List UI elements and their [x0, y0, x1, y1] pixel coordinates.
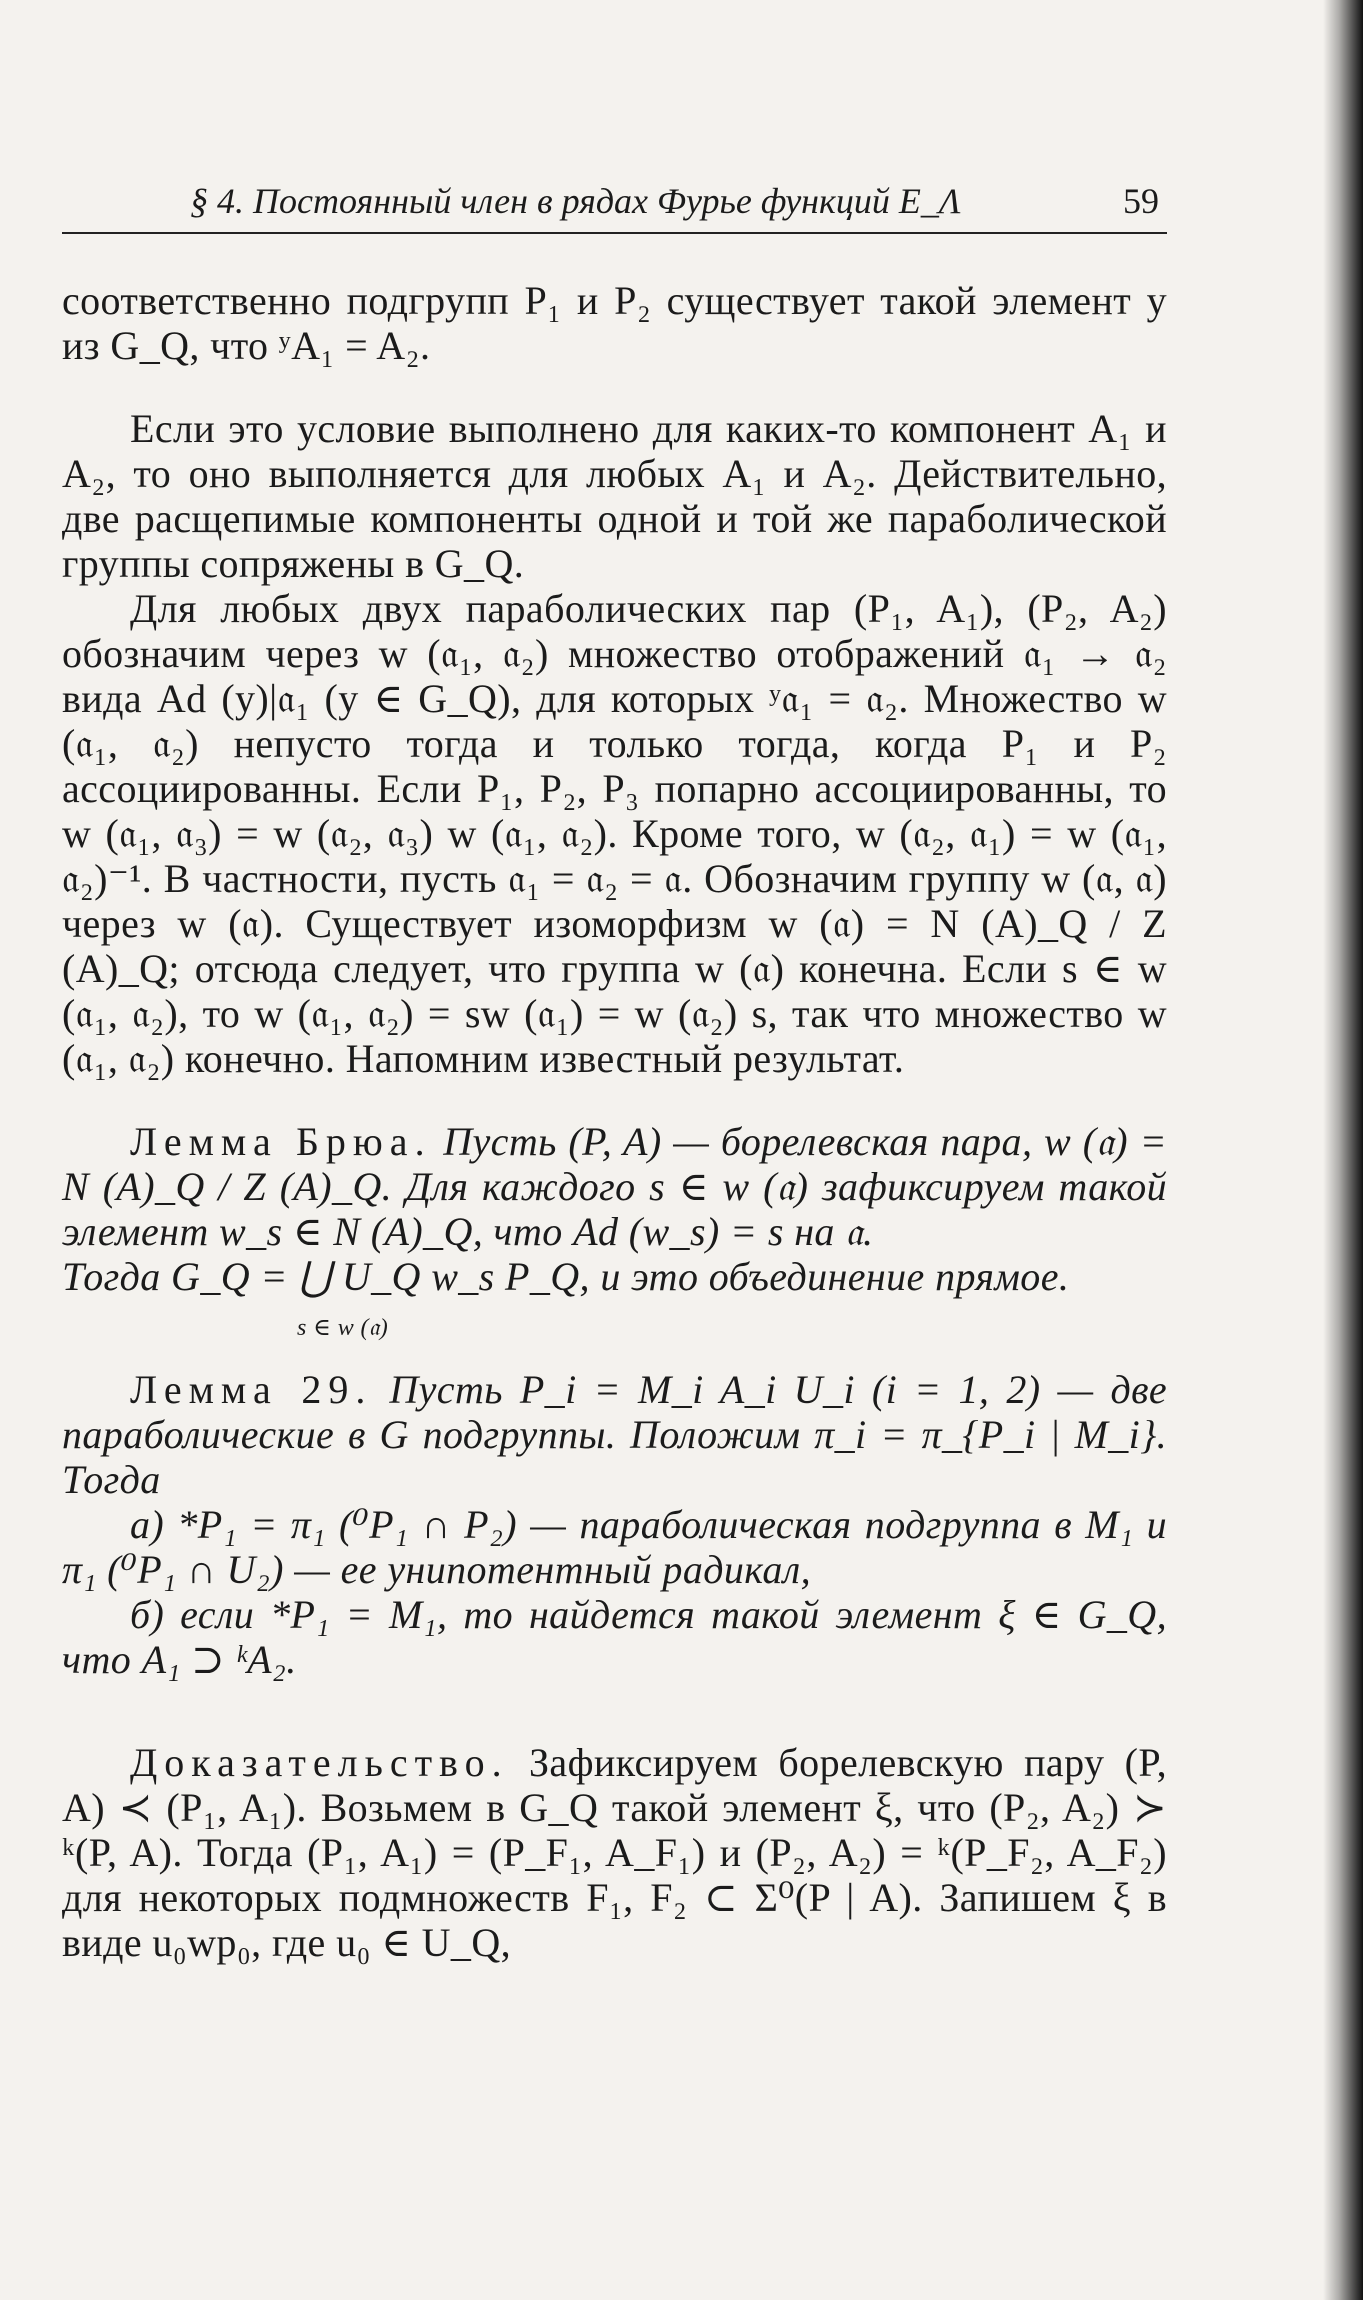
lemma-29-item-b: б) если *P₁ = M₁, то найдется такой элемент ξ ∈ G_Q, что A₁ ⊃ ᵏA₂.	[62, 1592, 1167, 1682]
page-edge-shadow	[1323, 0, 1363, 2300]
lemma-29-intro: Пусть P_i = M_i A_i U_i (i = 1, 2) — две параболические в G подгруппы. Положим π_i = π_{P_i | M_i}. Тогда	[62, 1367, 1167, 1502]
page-number: 59	[1123, 181, 1159, 221]
lemma-brua	[62, 1119, 1167, 1254]
lemma-29-item-a: а) *P₁ = π₁ (⁰P₁ ∩ P₂) — параболическая подгруппа в M₁ и π₁ (⁰P₁ ∩ U₂) — ее унипотентный радикал,	[62, 1502, 1167, 1592]
book-page	[62, 180, 1167, 1965]
paragraph-3: Для любых двух параболических пар (P₁, A₁), (P₂, A₂) обозначим через w (𝔞₁, 𝔞₂) множество отображений 𝔞₁ → 𝔞₂ вида Ad (y)|𝔞₁ (y ∈ G_Q), для которых ʸ𝔞₁ = 𝔞₂. Множество w (𝔞₁, 𝔞₂) непусто тогда и только тогда, когда P₁ и P₂ ассоциированны. Если P₁, P₂, P₃ попарно ассоциированны, то w (𝔞₁, 𝔞₃) = w (𝔞₂, 𝔞₃) w (𝔞₁, 𝔞₂). Кроме того, w (𝔞₂, 𝔞₁) = w (𝔞₁, 𝔞₂)⁻¹. В частности, пусть 𝔞₁ = 𝔞₂ = 𝔞. Обозначим группу w (𝔞, 𝔞) через w (𝔞). Существует изоморфизм w (𝔞) = N (A)_Q / Z (A)_Q; отсюда следует, что группа w (𝔞) конечна. Если s ∈ w (𝔞₁, 𝔞₂), то w (𝔞₁, 𝔞₂) = sw (𝔞₁) = w (𝔞₂) s, так что множество w (𝔞₁, 𝔞₂) конечно. Напомним известный результат.	[62, 586, 1167, 1081]
lemma-brua-label: Лемма Брюа.	[130, 1119, 432, 1164]
proof-label: Доказательство.	[130, 1740, 509, 1785]
running-header	[62, 180, 1167, 234]
paragraph-2: Если это условие выполнено для каких-то компонент A₁ и A₂, то оно выполняется для любых A₁ и A₂. Действительно, две расщепимые компоненты одной и той же параболической группы сопряжены в G_Q.	[62, 406, 1167, 586]
lemma-29-label: Лемма 29.	[130, 1367, 373, 1412]
lemma-29	[62, 1367, 1167, 1502]
header-title: § 4. Постоянный член в рядах Фурье функций E_Λ	[190, 181, 961, 221]
lemma-brua-formula-line	[62, 1254, 1167, 1341]
proof-text: Зафиксируем борелевскую пару (P, A) ≺ (P₁, A₁). Возьмем в G_Q такой элемент ξ, что (P₂, A₂) ≻ ᵏ(P, A). Тогда (P₁, A₁) = (P_F₁, A_F₁) и (P₂, A₂) = ᵏ(P_F₂, A_F₂) для некоторых подмножеств F₁, F₂ ⊂ Σ⁰(P | A). Запишем ξ в виде u₀wp₀, где u₀ ∈ U_Q,	[62, 1740, 1167, 1965]
lemma-brua-text: Пусть (P, A) — борелевская пара, w (𝔞) = N (A)_Q / Z (A)_Q. Для каждого s ∈ w (𝔞) зафиксируем такой элемент w_s ∈ N (A)_Q, что Ad (w_s) = s на 𝔞.	[62, 1119, 1167, 1254]
proof	[62, 1740, 1167, 1965]
lemma-brua-formula: Тогда G_Q = ⋃ U_Q w_s P_Q, и это объединение прямое.	[62, 1254, 1070, 1299]
paragraph-1: соответственно подгрупп P₁ и P₂ существует такой элемент y из G_Q, что ʸA₁ = A₂.	[62, 278, 1167, 368]
union-index: s ∈ w (𝔞)	[297, 1315, 389, 1341]
